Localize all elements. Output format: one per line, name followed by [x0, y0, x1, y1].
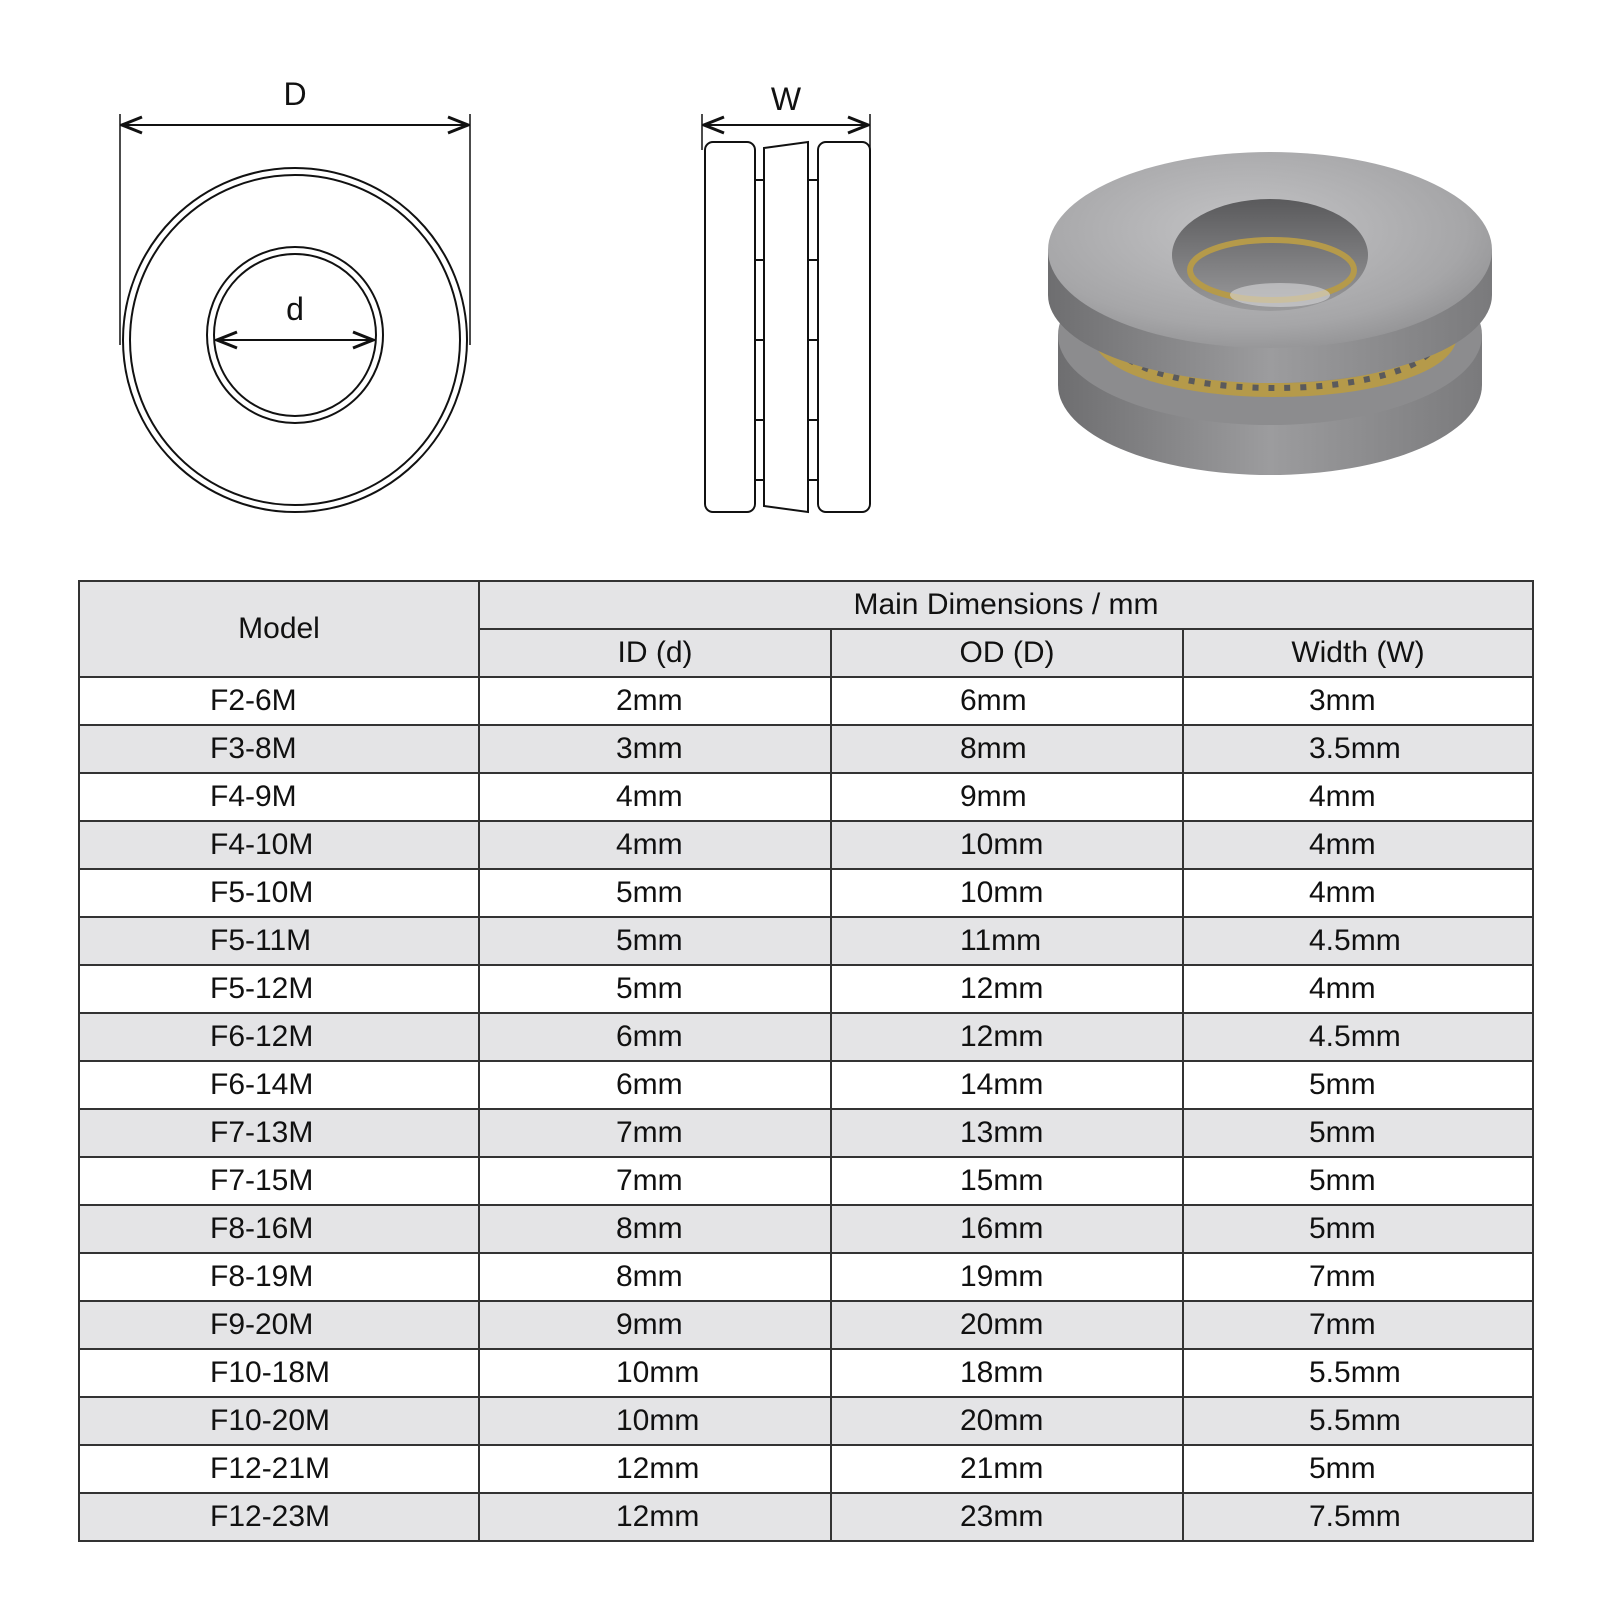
od-cell: 12mm: [831, 1013, 1183, 1061]
od-cell: 21mm: [831, 1445, 1183, 1493]
width-cell: 5.5mm: [1183, 1349, 1533, 1397]
model-header: Model: [79, 581, 479, 677]
model-cell: F4-9M: [79, 773, 479, 821]
model-cell: F10-20M: [79, 1397, 479, 1445]
width-cell: 4mm: [1183, 965, 1533, 1013]
id-cell: 12mm: [479, 1493, 831, 1541]
width-label: W: [770, 81, 802, 117]
table-row: [79, 1493, 1533, 1541]
width-column-header: Width (W): [1183, 629, 1533, 677]
table-row: [79, 1445, 1533, 1493]
model-cell: F12-23M: [79, 1493, 479, 1541]
od-cell: 23mm: [831, 1493, 1183, 1541]
width-cell: 4mm: [1183, 773, 1533, 821]
table-row: [79, 917, 1533, 965]
od-cell: 10mm: [831, 869, 1183, 917]
model-cell: F10-18M: [79, 1349, 479, 1397]
table-row: [79, 1301, 1533, 1349]
width-cell: 7.5mm: [1183, 1493, 1533, 1541]
model-cell: F5-10M: [79, 869, 479, 917]
id-cell: 4mm: [479, 773, 831, 821]
width-cell: 5mm: [1183, 1205, 1533, 1253]
model-cell: F7-13M: [79, 1109, 479, 1157]
model-cell: F6-14M: [79, 1061, 479, 1109]
width-cell: 4.5mm: [1183, 917, 1533, 965]
main-dimensions-header: Main Dimensions / mm: [479, 581, 1533, 629]
front-view-diagram: [100, 70, 500, 540]
id-cell: 4mm: [479, 821, 831, 869]
od-cell: 8mm: [831, 725, 1183, 773]
id-cell: 12mm: [479, 1445, 831, 1493]
cage-profile: [764, 142, 808, 512]
width-cell: 5mm: [1183, 1157, 1533, 1205]
model-cell: F3-8M: [79, 725, 479, 773]
od-cell: 10mm: [831, 821, 1183, 869]
table-row: [79, 821, 1533, 869]
width-cell: 4mm: [1183, 869, 1533, 917]
table-row: [79, 965, 1533, 1013]
bore-inner-outline: [214, 254, 376, 416]
table-row: [79, 725, 1533, 773]
od-cell: 18mm: [831, 1349, 1183, 1397]
id-cell: 6mm: [479, 1013, 831, 1061]
id-cell: 5mm: [479, 869, 831, 917]
width-cell: 5.5mm: [1183, 1397, 1533, 1445]
width-cell: 4.5mm: [1183, 1013, 1533, 1061]
od-cell: 11mm: [831, 917, 1183, 965]
width-cell: 5mm: [1183, 1109, 1533, 1157]
model-cell: F5-12M: [79, 965, 479, 1013]
table-row: [79, 1109, 1533, 1157]
model-cell: F5-11M: [79, 917, 479, 965]
width-cell: 5mm: [1183, 1061, 1533, 1109]
bore-outline: [207, 247, 383, 423]
width-cell: 7mm: [1183, 1253, 1533, 1301]
od-cell: 19mm: [831, 1253, 1183, 1301]
width-cell: 5mm: [1183, 1445, 1533, 1493]
id-cell: 8mm: [479, 1253, 831, 1301]
bore-highlight: [1230, 283, 1330, 307]
od-cell: 15mm: [831, 1157, 1183, 1205]
model-cell: F6-12M: [79, 1013, 479, 1061]
table-row: [79, 869, 1533, 917]
table-row: [79, 677, 1533, 725]
side-view-diagram: [680, 70, 880, 530]
id-cell: 6mm: [479, 1061, 831, 1109]
thrust-bearing-photo: [1040, 120, 1500, 520]
spec-table-body: [79, 677, 1533, 1541]
id-cell: 7mm: [479, 1109, 831, 1157]
width-cell: 7mm: [1183, 1301, 1533, 1349]
model-cell: F8-16M: [79, 1205, 479, 1253]
table-row: [79, 1205, 1533, 1253]
od-cell: 6mm: [831, 677, 1183, 725]
width-cell: 3.5mm: [1183, 725, 1533, 773]
model-cell: F4-10M: [79, 821, 479, 869]
od-column-header: OD (D): [831, 629, 1183, 677]
od-cell: 14mm: [831, 1061, 1183, 1109]
id-cell: 8mm: [479, 1205, 831, 1253]
model-cell: F7-15M: [79, 1157, 479, 1205]
model-cell: F8-19M: [79, 1253, 479, 1301]
washer-bottom-profile: [818, 142, 870, 512]
od-cell: 20mm: [831, 1397, 1183, 1445]
od-cell: 16mm: [831, 1205, 1183, 1253]
id-cell: 7mm: [479, 1157, 831, 1205]
id-column-header: ID (d): [479, 629, 831, 677]
id-cell: 5mm: [479, 917, 831, 965]
od-cell: 12mm: [831, 965, 1183, 1013]
table-row: [79, 1157, 1533, 1205]
table-row: [79, 1349, 1533, 1397]
model-cell: F2-6M: [79, 677, 479, 725]
washer-top-profile: [705, 142, 755, 512]
model-cell: F9-20M: [79, 1301, 479, 1349]
table-row: [79, 773, 1533, 821]
spec-table: [78, 580, 1534, 1542]
id-cell: 3mm: [479, 725, 831, 773]
od-cell: 13mm: [831, 1109, 1183, 1157]
od-cell: 20mm: [831, 1301, 1183, 1349]
id-cell: 10mm: [479, 1349, 831, 1397]
id-cell: 5mm: [479, 965, 831, 1013]
id-cell: 9mm: [479, 1301, 831, 1349]
inner-diameter-label: d: [286, 291, 304, 327]
table-row: [79, 1013, 1533, 1061]
outer-diameter-label: D: [283, 76, 307, 112]
id-cell: 2mm: [479, 677, 831, 725]
table-row: [79, 1253, 1533, 1301]
table-row: [79, 1061, 1533, 1109]
model-cell: F12-21M: [79, 1445, 479, 1493]
od-cell: 9mm: [831, 773, 1183, 821]
width-cell: 4mm: [1183, 821, 1533, 869]
id-cell: 10mm: [479, 1397, 831, 1445]
table-row: [79, 1397, 1533, 1445]
width-cell: 3mm: [1183, 677, 1533, 725]
